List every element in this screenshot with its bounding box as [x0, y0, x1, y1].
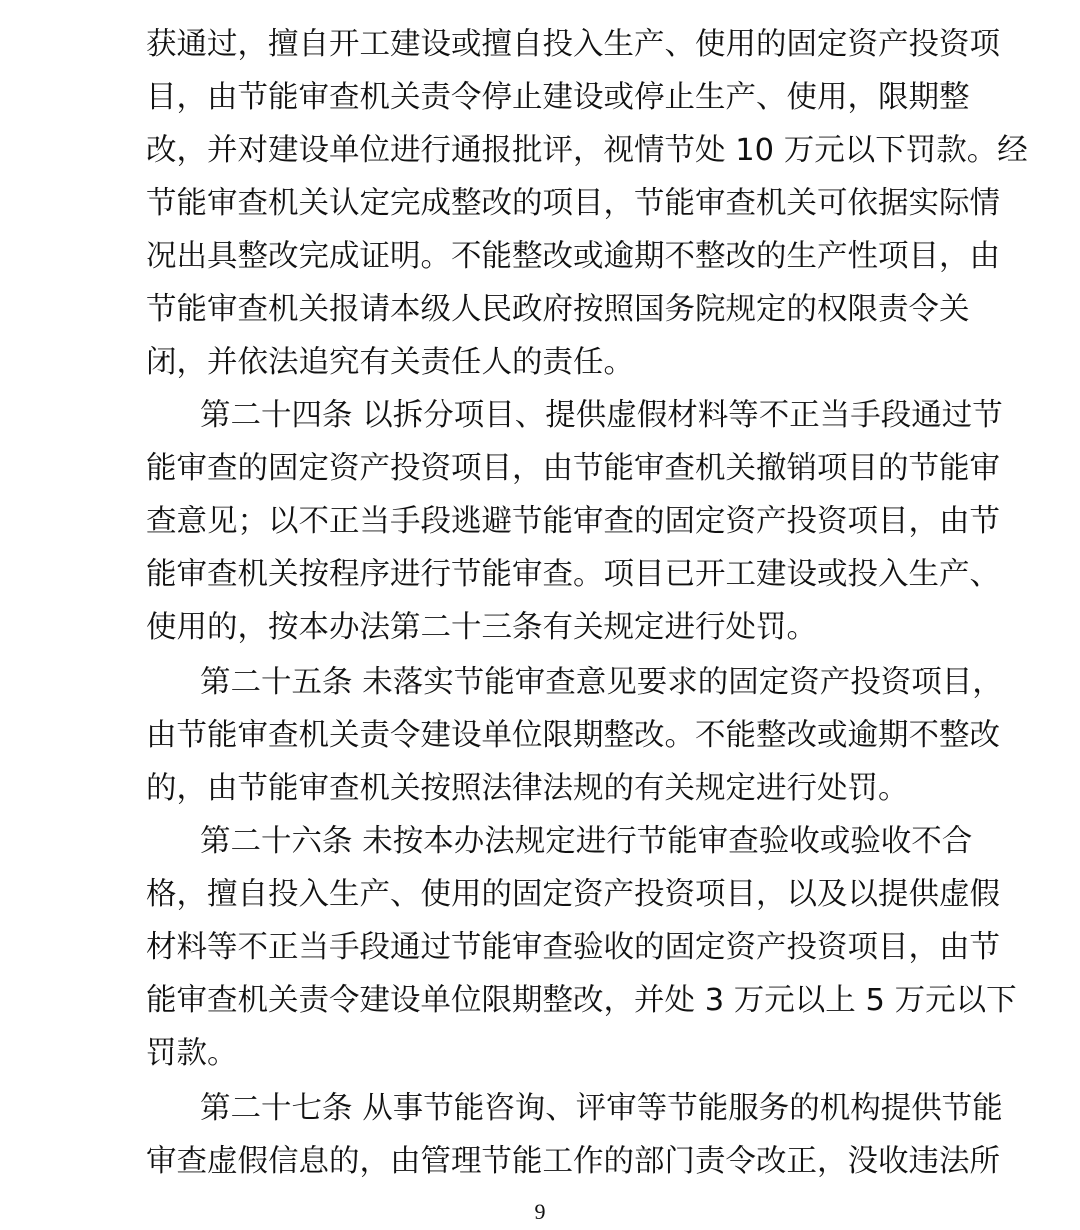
- text-line: 能审查机关责令建设单位限期整改，并处 3 万元以上 5 万元以下: [146, 983, 1017, 1018]
- text-line: 能审查的固定资产投资项目，由节能审查机关撤销项目的节能审: [146, 451, 1000, 486]
- text-line: 闭，并依法追究有关责任人的责任。: [146, 345, 634, 380]
- text-line: 目，由节能审查机关责令停止建设或停止生产、使用，限期整: [146, 80, 970, 115]
- text-line: 使用的，按本办法第二十三条有关规定进行处罚。: [146, 610, 817, 645]
- text-line: 罚款。: [146, 1036, 238, 1071]
- text-line: 的，由节能审查机关按照法律法规的有关规定进行处罚。: [146, 771, 909, 806]
- text-line: 获通过，擅自开工建设或擅自投入生产、使用的固定资产投资项: [146, 27, 1000, 62]
- text-line: 格，擅自投入生产、使用的固定资产投资项目，以及以提供虚假: [146, 877, 1000, 912]
- article-26-heading-line: 第二十六条 未按本办法规定进行节能审查验收或验收不合: [200, 824, 973, 859]
- text-line: 能审查机关按程序进行节能审查。项目已开工建设或投入生产、: [146, 557, 1000, 592]
- text-line: 查意见；以不正当手段逃避节能审查的固定资产投资项目，由节: [146, 504, 1000, 539]
- article-24-heading-line: 第二十四条 以拆分项目、提供虚假材料等不正当手段通过节: [200, 398, 1003, 433]
- page-number: 9: [534, 1199, 546, 1224]
- text-line: 审查虚假信息的，由管理节能工作的部门责令改正，没收违法所: [146, 1144, 1000, 1179]
- text-line: 由节能审查机关责令建设单位限期整改。不能整改或逾期不整改: [146, 718, 1000, 753]
- text-line: 况出具整改完成证明。不能整改或逾期不整改的生产性项目，由: [146, 239, 1000, 274]
- text-line: 改，并对建设单位进行通报批评，视情节处 10 万元以下罚款。经: [146, 133, 1028, 168]
- article-25-heading-line: 第二十五条 未落实节能审查意见要求的固定资产投资项目，: [200, 665, 1003, 700]
- article-27-heading-line: 第二十七条 从事节能咨询、评审等节能服务的机构提供节能: [200, 1091, 1003, 1126]
- text-line: 节能审查机关认定完成整改的项目，节能审查机关可依据实际情: [146, 186, 1000, 221]
- text-line: 节能审查机关报请本级人民政府按照国务院规定的权限责令关: [146, 292, 970, 327]
- text-line: 材料等不正当手段通过节能审查验收的固定资产投资项目，由节: [146, 930, 1000, 965]
